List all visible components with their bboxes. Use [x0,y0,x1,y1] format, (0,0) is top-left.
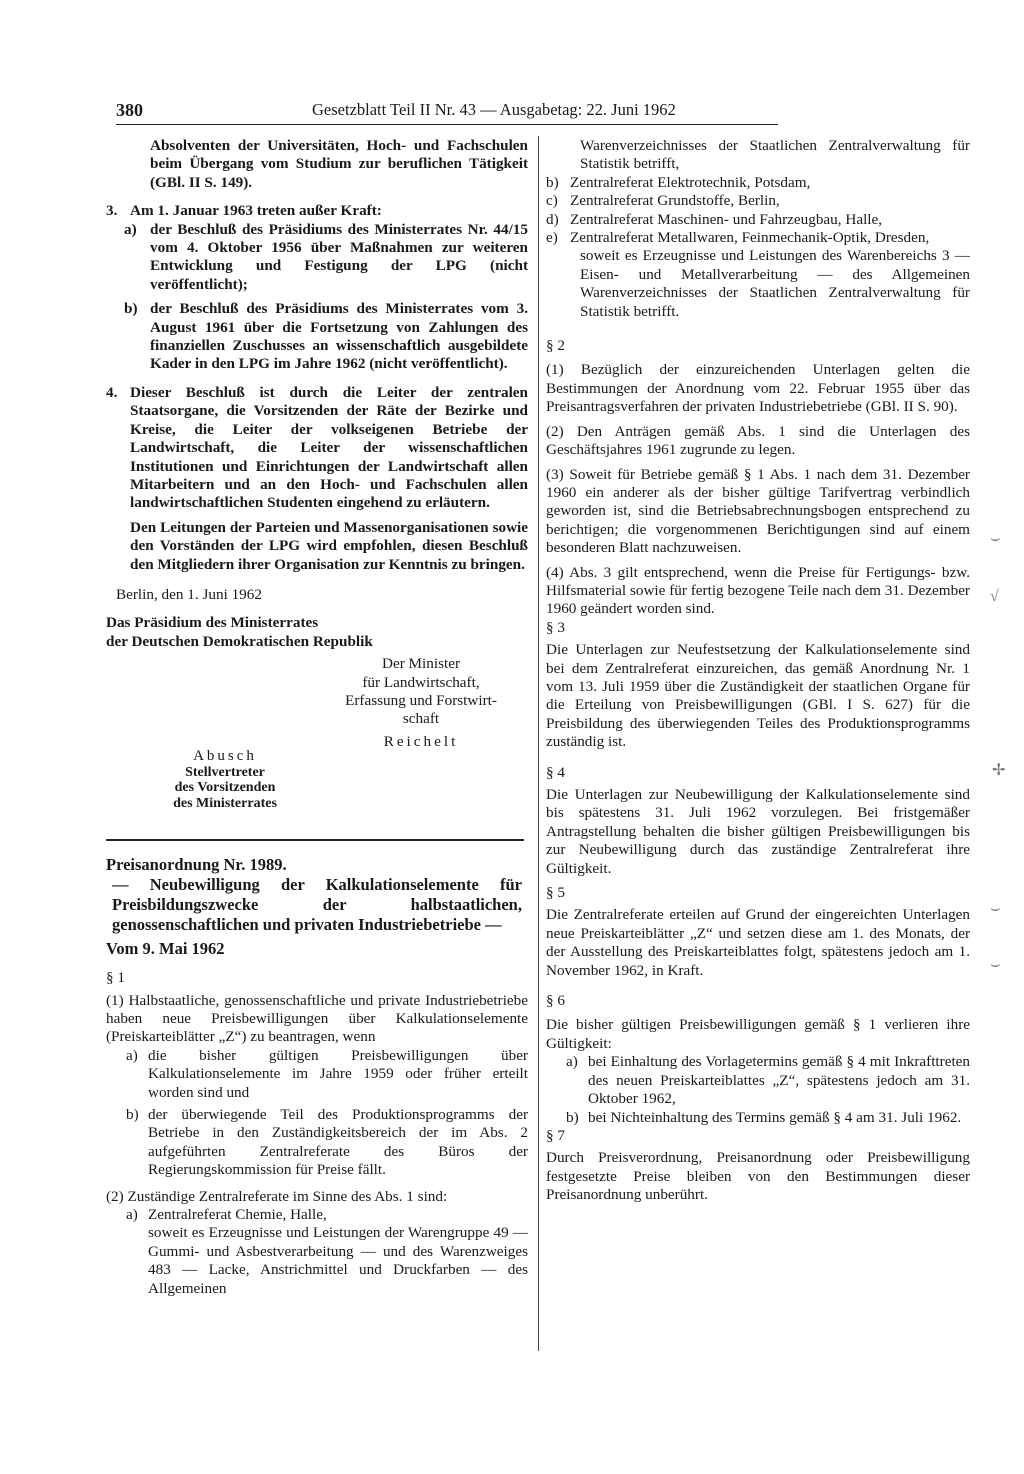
list-item-d-label: d) [546,210,559,228]
deputy-name: Abusch [193,748,257,765]
section-7-para-1: Durch Preisverordnung, Preisanordnung oder Preisbewilligung festgesetzte Preise bleiben von den Bestimmungen dieser Preisanordnung unberührt. [546,1149,970,1204]
item-3b-text: der Beschluß des Präsidiums des Ministerrates vom 3. August 1961 über die Fortsetzung von Zahlungen des finanziellen Zuschusses an wissenschaftlich ausgebildete Kader in den LPG im Jahre 1962 (nicht veröffentlicht). [150,300,528,373]
section-6-item-b-text: bei Nichteinhaltung des Termins gemäß § 4 am 31. Juli 1962. [588,1108,962,1126]
section-1-2-item-a [106,1206,528,1224]
item-3a-text: der Beschluß des Präsidiums des Ministerrates Nr. 44/15 vom 4. Oktober 1956 über Maßnahmen zur weiteren Entwicklung und Festigung der LPG (nicht veröffentlicht); [150,220,528,293]
section-3-heading: § 3 [546,618,565,636]
continuation-text: Warenverzeichnisses der Staatlichen Zentralverwaltung für Statistik betrifft, [580,137,970,173]
section-6-item-b [546,1109,970,1127]
order-date: Vom 9. Mai 1962 [106,939,225,959]
signature-block [106,655,528,825]
item-3-text: Am 1. Januar 1963 treten außer Kraft: [130,202,382,220]
margin-mark-icon: ⌣ [990,956,1001,973]
section-1-item-b [106,1106,528,1180]
item-3b-label: b) [124,300,138,318]
intro-text: Absolventen der Universitäten, Hoch- und Fachschulen beim Übergang vom Studium zur beruflichen Tätigkeit (GBl. II S. 149). [150,137,528,191]
list-item-e-label: e) [546,229,558,247]
section-1-item-a-text: die bisher gültigen Preisbewilligungen über Kalkulationselemente im Jahre 1959 oder früher erteilt worden sind und [148,1046,528,1101]
item-3b [106,300,528,374]
section-1-2-item-a-continuation: soweit es Erzeugnisse und Leistungen der Warengruppe 49 — Gummi- und Asbestverarbeitung — und des Warenzweiges 483 — Lacke, Anstrichmittel und Druckfarben — des Allgemeinen [148,1224,528,1297]
list-item-c [546,192,970,210]
section-1-item-a-label: a) [126,1046,138,1064]
header-rule [116,124,778,125]
list-item-e-continuation: soweit es Erzeugnisse und Leistungen des Warenbereichs 3 — Eisen- und Metallverarbeitung — des Allgemeinen Warenverzeichnisses der Staatlichen Zentralverwaltung für Statistik betrifft. [580,247,970,320]
deputy-signature [160,749,290,811]
item-4-recommendation: Den Leitungen der Parteien und Massenorganisationen sowie den Vorständen der LPG wird empfohlen, diesen Beschluß den Mitgliedern ihrer Organisation zur Kenntnis zu bringen. [130,518,528,573]
order-subtitle: — Neubewilligung der Kalkulationselemente für Preisbildungszwecke der halbstaatlichen, genossenschaftlichen und privaten Industriebetriebe — [112,875,522,935]
section-2-para-2: (2) Den Anträgen gemäß Abs. 1 sind die Unterlagen des Geschäftsjahres 1961 zugrunde zu legen. [546,422,970,459]
section-1-item-b-label: b) [126,1106,139,1123]
list-item-c-text: Zentralreferat Grundstoffe, Berlin, [570,192,780,210]
section-5-para-1: Die Zentralreferate erteilen auf Grund der eingereichten Unterlagen neue Preiskarteiblätter „Z“ und setzen diese am 1. des Monats, der der Ausstellung des Preiskarteiblattes folgt, spätestens jedoch am 1. November 1962, in Kraft. [546,906,970,979]
section-2-para-3: (3) Soweit für Betriebe gemäß § 1 Abs. 1 nach dem 31. Dezember 1960 ein anderer als der bisher gültige Tarifvertrag verbindlich geworden ist, sind die Betriebsabrechnungsbogen entsprechend zu berichtigen; die vorgenommenen Berichtigungen sind auf einem besonderen Blatt nachzuweisen. [546,465,970,557]
minister-line-3: Erfassung und Forstwirt- [345,691,497,709]
list-item-b-text: Zentralreferat Elektrotechnik, Potsdam, [570,173,811,191]
section-3-para-1: Die Unterlagen zur Neufestsetzung der Kalkulationselemente sind bei dem Zentralreferat einzureichen, das gemäß Anordnung Nr. 1 vom 13. Juli 1959 über die Zuständigkeit der staatlichen Organe für die Erteilung von Preisbewilligungen (GBl. I S. 627) für die Preisbildung des überwiegenden Teiles des Produktionsprogramms zuständig ist. [546,641,970,751]
list-item-e-text: Zentralreferat Metallwaren, Feinmechanik-Optik, Dresden, [570,229,930,247]
section-4-heading: § 4 [546,763,565,781]
section-6-item-a-label: a) [566,1053,578,1071]
margin-mark-icon: √ [990,588,999,605]
item-4 [106,384,528,513]
minister-line-4: schaft [402,710,440,728]
section-7-heading: § 7 [546,1126,565,1144]
list-item-d-text: Zentralreferat Maschinen- und Fahrzeugbau, Halle, [570,210,883,228]
issuer-line-2: der Deutschen Demokratischen Republik [106,632,373,650]
section-2-para-1: (1) Bezüglich der einzureichenden Unterlagen gelten die Bestimmungen der Anordnung vom 22. Februar 1955 über das Preisantragsverfahren der privaten Industriebetriebe (GBl. II S. 90). [546,361,970,416]
minister-line-2: für Landwirtschaft, [362,673,480,691]
list-item-e [546,229,970,247]
page-header [116,96,776,124]
minister-line-1: Der Minister [381,655,461,673]
margin-mark-icon: ⌣ [990,530,1001,547]
order-title: Preisanordnung Nr. 1989. [106,855,287,875]
section-1-heading: § 1 [106,969,125,987]
item-3a [106,221,528,295]
section-6-item-b-label: b) [566,1108,579,1126]
left-column [106,137,528,1298]
section-1-para-2: (2) Zuständige Zentralreferate im Sinne des Abs. 1 sind: [106,1187,448,1205]
item-3-number: 3. [106,202,118,220]
list-item-d [546,211,970,229]
margin-mark-icon: ✢ [992,762,1006,779]
section-1-item-a [106,1047,528,1102]
section-6-item-a [546,1053,970,1108]
minister-signature [316,655,526,751]
issuer-line-1: Das Präsidium des Ministerrates [106,614,319,632]
section-6-item-a-text: bei Einhaltung des Vorlagetermins gemäß § 4 mit Inkrafttreten des neuen Preiskarteiblattes „Z“, spätestens jedoch am 31. Oktober 1962, [588,1053,970,1108]
deputy-line-1: Stellvertreter [185,764,265,780]
list-item-b [546,174,970,192]
section-5-heading: § 5 [546,884,565,902]
section-1-2-item-a-label: a) [126,1206,138,1224]
section-4-para-1: Die Unterlagen zur Neubewilligung der Kalkulationselemente sind bis spätestens 31. Juli 1962 vorzulegen. Bei fristgemäßer Antragstellung behalten die bisher gültigen Preisbewilligungen bis zur Neubewilligung durch das zuständige Zentralreferat ihre Gültigkeit. [546,786,970,877]
margin-mark-icon: ⌣ [990,900,1001,917]
section-1-2-item-a-text: Zentralreferat Chemie, Halle, [148,1206,327,1224]
section-2-para-4: (4) Abs. 3 gilt entsprechend, wenn die Preise für Fertigungs- bzw. Hilfsmaterial sowie für fertig bezogene Teile nach dem 31. Dezember 1960 geändert worden sind. [546,563,970,618]
list-item-c-label: c) [546,192,558,210]
page-number: 380 [116,100,143,120]
header-title: Gesetzblatt Teil II Nr. 43 — Ausgabetag: 22. Juni 1962 [312,100,676,119]
section-2-heading: § 2 [546,337,565,355]
item-4-text: Dieser Beschluß ist durch die Leiter der zentralen Staatsorgane, die Vorsitzenden der Räte der Bezirke und Kreise, die Leiter der volkseigenen Betriebe der Landwirtschaft, die Leiter der wissenschaftlichen Institutionen und Einrichtungen der Landwirtschaft allen Mitarbeitern und an den Hoch- und Fachschulen allen landwirtschaftlichen Studenten eingehend zu erläutern. [130,383,528,512]
item-3 [106,202,528,220]
list-item-b-label: b) [546,173,559,191]
item-3a-label: a) [124,220,137,238]
place-date: Berlin, den 1. Juni 1962 [116,585,262,603]
section-6-para-1: Die bisher gültigen Preisbewilligungen gemäß § 1 verlieren ihre Gültigkeit: [546,1016,970,1052]
minister-name: Reichelt [383,732,459,750]
section-1-para-1: (1) Halbstaatliche, genossenschaftliche und private Industriebetriebe haben neue Preisbewilligungen über Kalkulationselemente (Preiskarteiblätter „Z“) zu beantragen, wenn [106,991,528,1046]
column-divider [538,136,539,1351]
deputy-line-2: des Vorsitzenden [174,780,276,796]
section-1-item-b-text: der überwiegende Teil des Produktionsprogramms der Betriebe in den Zuständigkeitsbereich der im Abs. 2 aufgeführten Zentralreferate des Büros der Regierungskommission für Preise fällt. [148,1106,528,1179]
item-4-number: 4. [106,383,118,401]
section-6-heading: § 6 [546,992,565,1010]
section-rule [106,839,524,841]
right-column [546,137,970,1205]
deputy-line-3: des Ministerrates [173,795,277,811]
